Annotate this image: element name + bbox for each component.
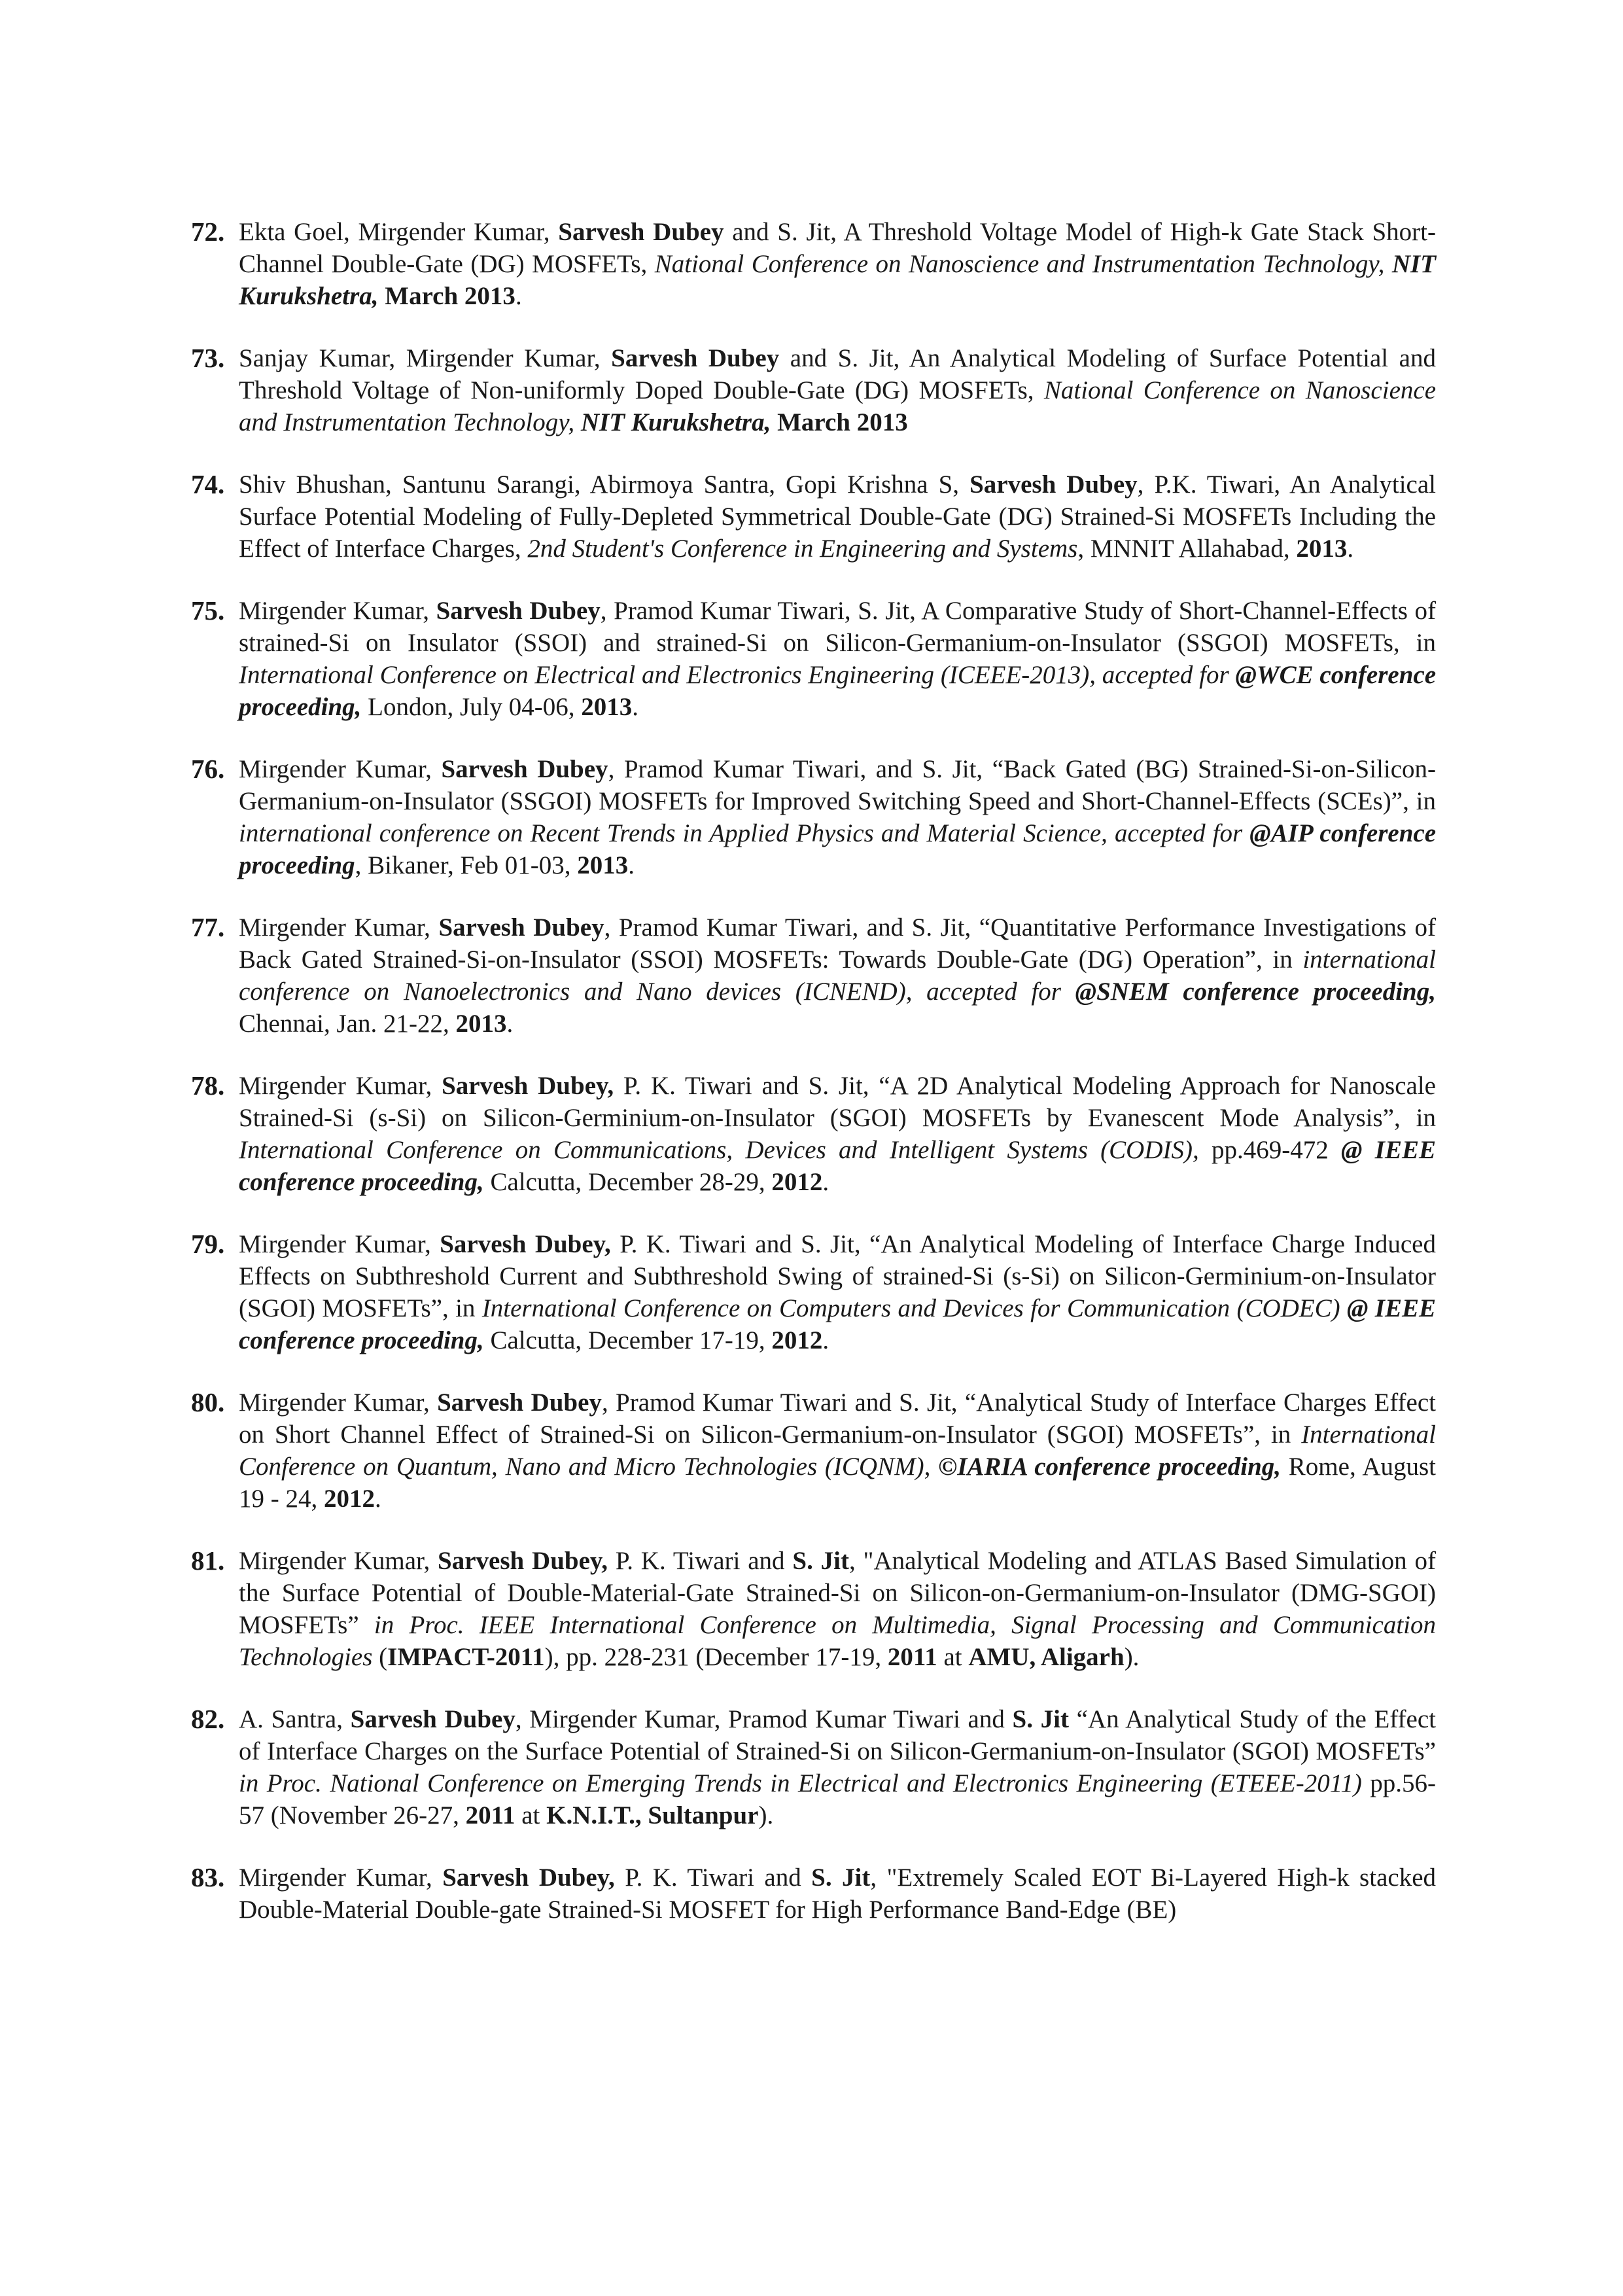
bold-text: March 2013 [777, 408, 908, 436]
venue-text: International Conference on Electrical and Electronics Engineering (ICEEE-2013), accepted for [239, 661, 1236, 689]
citation-text: , Pramod Kumar Tiwari, and S. Jit, “Quantitative Performance Investigations of Back Gated Strained-Si-on-Insulator (SSOI) MOSFETs: Towards Double-Gate (DG) Operation”, in [239, 913, 1436, 974]
publication-entry [191, 1070, 1436, 1198]
entry-number: 80. [191, 1387, 225, 1417]
citation-text: , Mirgender Kumar, Pramod Kumar Tiwari and [515, 1705, 1013, 1733]
bold-text: Sarvesh Dubey, [442, 1072, 614, 1100]
citation-text: P. K. Tiwari and S. Jit, “A 2D Analytical Modeling Approach for Nanoscale Strained-Si (s-Si) on Silicon-Germinium-on-Insulator (SGOI) MOSFETs by Evanescent Mode Analysis”, in [239, 1072, 1436, 1132]
citation-text: Mirgender Kumar, [239, 1863, 443, 1892]
citation-text: at [937, 1643, 969, 1671]
citation-text: Calcutta, December 17-19, [483, 1326, 772, 1354]
venue-text: in Proc. IEEE International Conference on Multimedia, Signal Processing and Communication Technologies [239, 1611, 1436, 1671]
bold-text: Sarvesh Dubey, [438, 1547, 608, 1575]
venue-text: National Conference on Nanoscience and Instrumentation Technology, [239, 376, 1437, 436]
citation-text: Calcutta, December 28-29, [483, 1168, 772, 1196]
publication-list [0, 216, 1623, 1956]
proceeding-text: @AIP conference proceeding [239, 819, 1436, 879]
citation-text: Mirgender Kumar, [239, 1547, 438, 1575]
citation-text: “An Analytical Study of the Effect of Interface Charges on the Surface Potential of Strained-Si on Silicon-Germanium-on-Insulator (SGOI) MOSFETs” [239, 1705, 1436, 1765]
bold-text: 2013 [577, 851, 629, 879]
proceeding-text: @SNEM conference proceeding, [1075, 978, 1436, 1006]
venue-text: International Conference on Computers and Devices for Communication (CODEC) [481, 1294, 1347, 1322]
entry-number: 82. [191, 1704, 225, 1734]
citation-text: P. K. Tiwari and [614, 1863, 812, 1892]
publication-entry [191, 595, 1436, 723]
citation-text: Mirgender Kumar, [239, 1230, 440, 1258]
entry-number: 81. [191, 1545, 225, 1576]
citation-text: London, July 04-06, [361, 693, 582, 721]
publication-entry [191, 1545, 1436, 1673]
citation-text: . [1347, 535, 1354, 563]
bold-text: 2011 [465, 1801, 515, 1829]
citation-text: . [506, 1010, 514, 1038]
citation-text: Ekta Goel, Mirgender Kumar, [239, 218, 559, 246]
citation-text: ). [758, 1801, 774, 1829]
citation-text [379, 282, 385, 310]
citation-text: . [822, 1168, 829, 1196]
venue-text: International Conference on Quantum, Nano and Micro Technologies (ICQNM), [239, 1421, 1436, 1481]
bold-text: 2012 [771, 1326, 823, 1354]
citation-text: , MNNIT Allahabad, [1077, 535, 1297, 563]
citation-text: Chennai, Jan. 21-22, [239, 1010, 456, 1038]
citation-text: , "Extremely Scaled EOT Bi-Layered High-k stacked Double-Material Double-gate Strained-Si MOSFET for High Performance Band-Edge (BE) [239, 1863, 1436, 1924]
citation-text: Mirgender Kumar, [239, 1072, 442, 1100]
citation-text: , Pramod Kumar Tiwari, S. Jit, A Comparative Study of Short-Channel-Effects of strained-Si on Insulator (SSOI) and strained-Si on Silicon-Germanium-on-Insulator (SSGOI) MOSFETs, in [239, 597, 1436, 657]
citation-text: , Bikaner, Feb 01-03, [355, 851, 578, 879]
citation-text: Sanjay Kumar, Mirgender Kumar, [239, 344, 612, 372]
citation-text: . [375, 1485, 381, 1513]
bold-text: 2012 [324, 1485, 375, 1513]
citation-text: Mirgender Kumar, [239, 597, 436, 625]
citation-text: . [515, 282, 522, 310]
bold-text: 2013 [1296, 535, 1348, 563]
citation-text: P. K. Tiwari and [608, 1547, 793, 1575]
bold-text: Sarvesh Dubey [969, 470, 1138, 499]
citation-text: Mirgender Kumar, [239, 913, 439, 942]
bold-text: K.N.I.T., Sultanpur [546, 1801, 759, 1829]
proceeding-text: ©IARIA conference proceeding, [938, 1453, 1282, 1481]
bold-text: 2013 [581, 693, 633, 721]
publication-entry [191, 1703, 1436, 1831]
bold-text: 2013 [455, 1010, 507, 1038]
citation-text: A. Santra, [239, 1705, 351, 1733]
citation-text [771, 408, 777, 436]
venue-text: 2nd Student's Conference in Engineering and Systems [527, 535, 1078, 563]
citation-text: , Pramod Kumar Tiwari, and S. Jit, “Back Gated (BG) Strained-Si-on-Silicon-Germanium-on-Insulator (SSGOI) MOSFETs for Improved Switching Speed and Short-Channel-Effects (SCEs)”, in [239, 755, 1436, 815]
citation-text: , "Analytical Modeling and ATLAS Based Simulation of the Surface Potential of Double-Material-Gate Strained-Si on Silicon-on-Germanium-on-Insulator (DMG-SGOI) MOSFETs” [239, 1547, 1436, 1639]
citation-text: ( [372, 1643, 388, 1671]
publication-entry [191, 1862, 1436, 1926]
citation-text: and S. Jit, A Threshold Voltage Model of High-k Gate Stack Short-Channel Double-Gate (DG) MOSFETs, [239, 218, 1436, 278]
citation-text: , Pramod Kumar Tiwari and S. Jit, “Analytical Study of Interface Charges Effect on Short Channel Effect of Strained-Si on Silicon-Germanium-on-Insulator (SGOI) MOSFETs”, in [239, 1388, 1436, 1449]
venue-text: International Conference on Communications, Devices and Intelligent Systems (CODIS), [239, 1136, 1199, 1164]
citation-text: Mirgender Kumar, [239, 755, 442, 783]
bold-text: Sarvesh Dubey, [442, 1863, 615, 1892]
bold-text: Sarvesh Dubey [350, 1705, 515, 1733]
entry-number: 74. [191, 469, 225, 499]
bold-text: Sarvesh Dubey [437, 1388, 602, 1417]
bold-text: 2011 [887, 1643, 937, 1671]
publication-entry [191, 468, 1436, 565]
citation-text: . [632, 693, 638, 721]
citation-text: Mirgender Kumar, [239, 1388, 438, 1417]
citation-text: and S. Jit, An Analytical Modeling of Surface Potential and Threshold Voltage of Non-uniformly Doped Double-Gate (DG) MOSFETs, [239, 344, 1436, 404]
entry-number: 79. [191, 1229, 225, 1259]
bold-text: S. Jit [1012, 1705, 1069, 1733]
entry-number: 73. [191, 343, 225, 373]
bold-text: Sarvesh Dubey [436, 597, 601, 625]
citation-text: . [822, 1326, 829, 1354]
citation-text: pp.56-57 (November 26-27, [239, 1769, 1436, 1829]
citation-text: P. K. Tiwari and S. Jit, “An Analytical Modeling of Interface Charge Induced Effects on Subthreshold Current and Subthreshold Swing of strained-Si (s-Si) on Silicon-Germinium-on-Insulator (SGOI) MOSFETs”, in [239, 1230, 1436, 1322]
citation-text: , P.K. Tiwari, An Analytical Surface Potential Modeling of Fully-Depleted Symmetrical Double-Gate (DG) Strained-Si MOSFETs Including the Effect of Interface Charges, [239, 470, 1436, 563]
citation-text: . [628, 851, 635, 879]
bold-text: AMU, Aligarh [968, 1643, 1125, 1671]
venue-text: in Proc. National Conference on Emerging Trends in Electrical and Electronics Engineering (ETEEE-2011) [239, 1769, 1362, 1797]
proceeding-text: NIT Kurukshetra, [580, 408, 771, 436]
citation-text: Shiv Bhushan, Santunu Sarangi, Abirmoya Santra, Gopi Krishna S, [239, 470, 970, 499]
citation-text: Rome, August 19 - 24, [239, 1453, 1437, 1513]
proceeding-text: @ IEEE conference proceeding, [239, 1294, 1436, 1354]
entry-number: 83. [191, 1862, 225, 1892]
bold-text: Sarvesh Dubey [611, 344, 780, 372]
publication-entry [191, 1386, 1437, 1515]
bold-text: S. Jit [811, 1863, 871, 1892]
venue-text: international conference on Recent Trends in Applied Physics and Material Science, accepted for [239, 819, 1250, 847]
proceeding-text: NIT Kurukshetra, [239, 250, 1436, 310]
entry-number: 75. [191, 595, 225, 626]
citation-text: ). [1124, 1643, 1140, 1671]
venue-text: international conference on Nanoelectronics and Nano devices (ICNEND), accepted for [239, 945, 1436, 1006]
citation-text: at [515, 1801, 547, 1829]
bold-text: Sarvesh Dubey, [440, 1230, 611, 1258]
citation-text: pp.469-472 [1198, 1136, 1342, 1164]
bold-text: Sarvesh Dubey [558, 218, 724, 246]
bold-text: Sarvesh Dubey [441, 755, 608, 783]
venue-text: National Conference on Nanoscience and Instrumentation Technology, [654, 250, 1392, 278]
publication-entry [191, 911, 1436, 1040]
bold-text: Sarvesh Dubey [438, 913, 604, 942]
entry-number: 76. [191, 754, 225, 784]
publication-entry [191, 216, 1436, 312]
publication-entry [191, 753, 1436, 881]
proceeding-text: @ IEEE conference proceeding, [239, 1136, 1436, 1196]
entry-number: 77. [191, 912, 225, 942]
publication-entry [191, 1228, 1436, 1356]
bold-text: 2012 [771, 1168, 823, 1196]
publication-entry [191, 342, 1437, 438]
bold-text: March 2013 [385, 282, 515, 310]
entry-number: 72. [191, 217, 225, 247]
citation-text: ), pp. 228-231 (December 17-19, [544, 1643, 888, 1671]
bold-text: S. Jit [792, 1547, 849, 1575]
proceeding-text: @WCE conference proceeding, [239, 661, 1436, 721]
bold-text: IMPACT-2011 [387, 1643, 545, 1671]
entry-number: 78. [191, 1070, 225, 1101]
